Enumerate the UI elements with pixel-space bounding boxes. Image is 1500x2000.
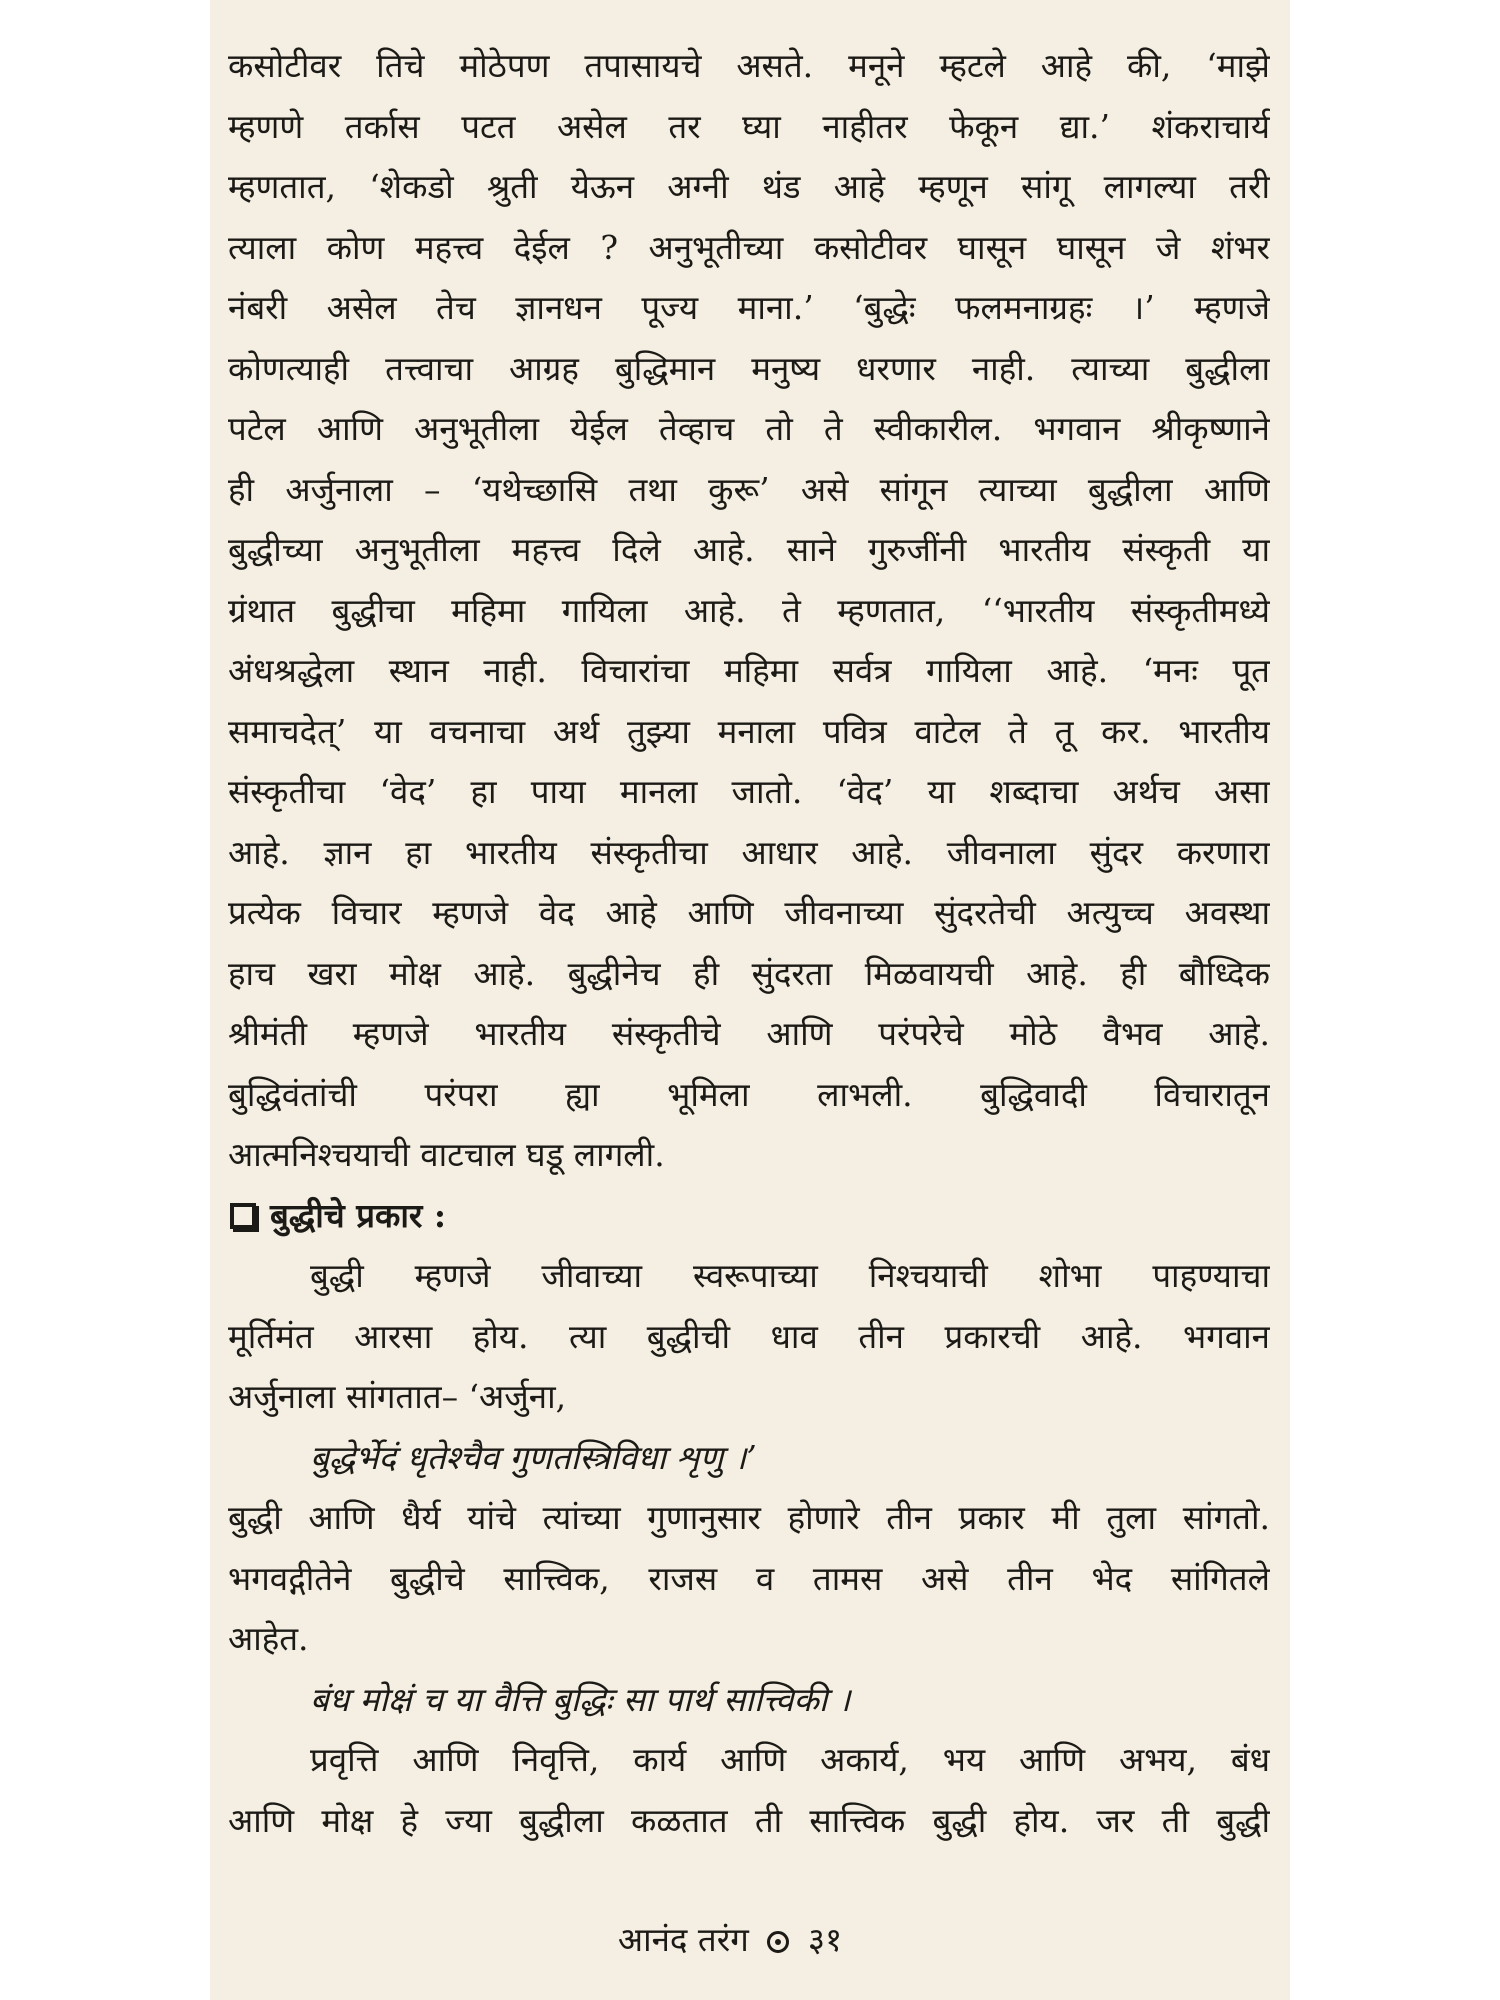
text-line: भगवद्गीतेने बुद्धीचे सात्त्विक, राजस व तामस असे तीन भेद सांगितले <box>228 1558 1270 1598</box>
text-line: हाच खरा मोक्ष आहे. बुद्धीनेच ही सुंदरता मिळवायची आहे. ही बौध्दिक <box>228 953 1270 993</box>
verse-line: बंध मोक्षं च या वैत्ति बुद्धिः सा पार्थ सात्त्विकी । <box>310 1679 851 1719</box>
page-footer <box>210 1915 1290 1965</box>
text-line: अर्जुनाला सांगतात– ‘अर्जुना, <box>228 1377 567 1416</box>
text-line: आत्मनिश्चयाची वाटचाल घडू लागली. <box>228 1135 665 1174</box>
text-line: नंबरी असेल तेच ज्ञानधन पूज्य माना.’ ‘बुद्धेः फलमनाग्रहः ।’ म्हणजे <box>228 288 1270 327</box>
text-line: संस्कृतीचा ‘वेद’ हा पाया मानला जातो. ‘वेद’ या शब्दाचा अर्थच असा <box>228 772 1270 811</box>
square-bullet-icon <box>230 1203 256 1229</box>
section-heading <box>228 1186 1270 1247</box>
circle-dot-ornament-icon <box>767 1931 789 1953</box>
text-line: ही अर्जुनाला – ‘यथेच्छासि तथा कुरू’ असे सांगून त्याच्या बुद्धीला आणि <box>228 469 1270 509</box>
text-line: ग्रंथात बुद्धीचा महिमा गायिला आहे. ते म्हणतात, ‘‘भारतीय संस्कृतीमध्ये <box>228 590 1270 630</box>
paragraph-1 <box>228 36 1270 1186</box>
paragraph-2 <box>228 1246 1270 1851</box>
verse-line: बुद्धेर्भेदं धृतेश्चैव गुणतस्त्रिविधा शृणु ।’ <box>310 1437 757 1477</box>
text-line: प्रवृत्ति आणि निवृत्ति, कार्य आणि अकार्य, भय आणि अभय, बंध <box>310 1740 1270 1779</box>
text-line: कसोटीवर तिचे मोठेपण तपासायचे असते. मनूने म्हटले आहे की, ‘माझे <box>228 46 1270 85</box>
text-line: अंधश्रद्धेला स्थान नाही. विचारांचा महिमा सर्वत्र गायिला आहे. ‘मनः पूत <box>228 651 1270 690</box>
text-line: बुद्धी आणि धैर्य यांचे त्यांच्या गुणानुसार होणारे तीन प्रकार मी तुला सांगतो. <box>228 1498 1270 1537</box>
text-line: श्रीमंती म्हणजे भारतीय संस्कृतीचे आणि परंपरेचे मोठे वैभव आहे. <box>228 1014 1270 1053</box>
text-line: म्हणणे तर्कास पटत असेल तर घ्या नाहीतर फेकून द्या.’ शंकराचार्य <box>228 106 1270 146</box>
page-number: ३१ <box>807 1920 843 1959</box>
text-line: बुद्धिवंतांची परंपरा ह्या भूमिला लाभली. बुद्धिवादी विचारातून <box>228 1074 1270 1114</box>
text-line: त्याला कोण महत्त्व देईल ? अनुभूतीच्या कसोटीवर घासून घासून जे शंभर <box>228 227 1270 267</box>
text-line: आहेत. <box>228 1619 309 1658</box>
text-line: म्हणतात, ‘शेकडो श्रुती येऊन अग्नी थंड आहे म्हणून सांगू लागल्या तरी <box>228 167 1270 206</box>
section-heading-text: बुद्धीचे प्रकार : <box>270 1195 447 1235</box>
book-page <box>210 0 1290 2000</box>
book-title: आनंद तरंग <box>617 1920 749 1959</box>
text-line: पटेल आणि अनुभूतीला येईल तेव्हाच तो ते स्वीकारील. भगवान श्रीकृष्णाने <box>228 409 1270 448</box>
text-line: कोणत्याही तत्त्वाचा आग्रह बुद्धिमान मनुष्य धरणार नाही. त्याच्या बुद्धीला <box>228 348 1270 388</box>
text-line: आणि मोक्ष हे ज्या बुद्धीला कळतात ती सात्त्विक बुद्धी होय. जर ती बुद्धी <box>228 1800 1270 1840</box>
text-line: आहे. ज्ञान हा भारतीय संस्कृतीचा आधार आहे. जीवनाला सुंदर करणारा <box>228 832 1270 872</box>
text-line: प्रत्येक विचार म्हणजे वेद आहे आणि जीवनाच्या सुंदरतेची अत्युच्च अवस्था <box>228 893 1270 932</box>
text-line: समाचदेत्’ या वचनाचा अर्थ तुझ्या मनाला पवित्र वाटेल ते तू कर. भारतीय <box>228 711 1270 751</box>
text-line: बुद्धीच्या अनुभूतीला महत्त्व दिले आहे. साने गुरुजींनी भारतीय संस्कृती या <box>228 530 1270 569</box>
text-line: बुद्धी म्हणजे जीवाच्या स्वरूपाच्या निश्चयाची शोभा पाहण्याचा <box>310 1256 1270 1295</box>
text-line: मूर्तिमंत आरसा होय. त्या बुद्धीची धाव तीन प्रकारची आहे. भगवान <box>228 1316 1270 1356</box>
